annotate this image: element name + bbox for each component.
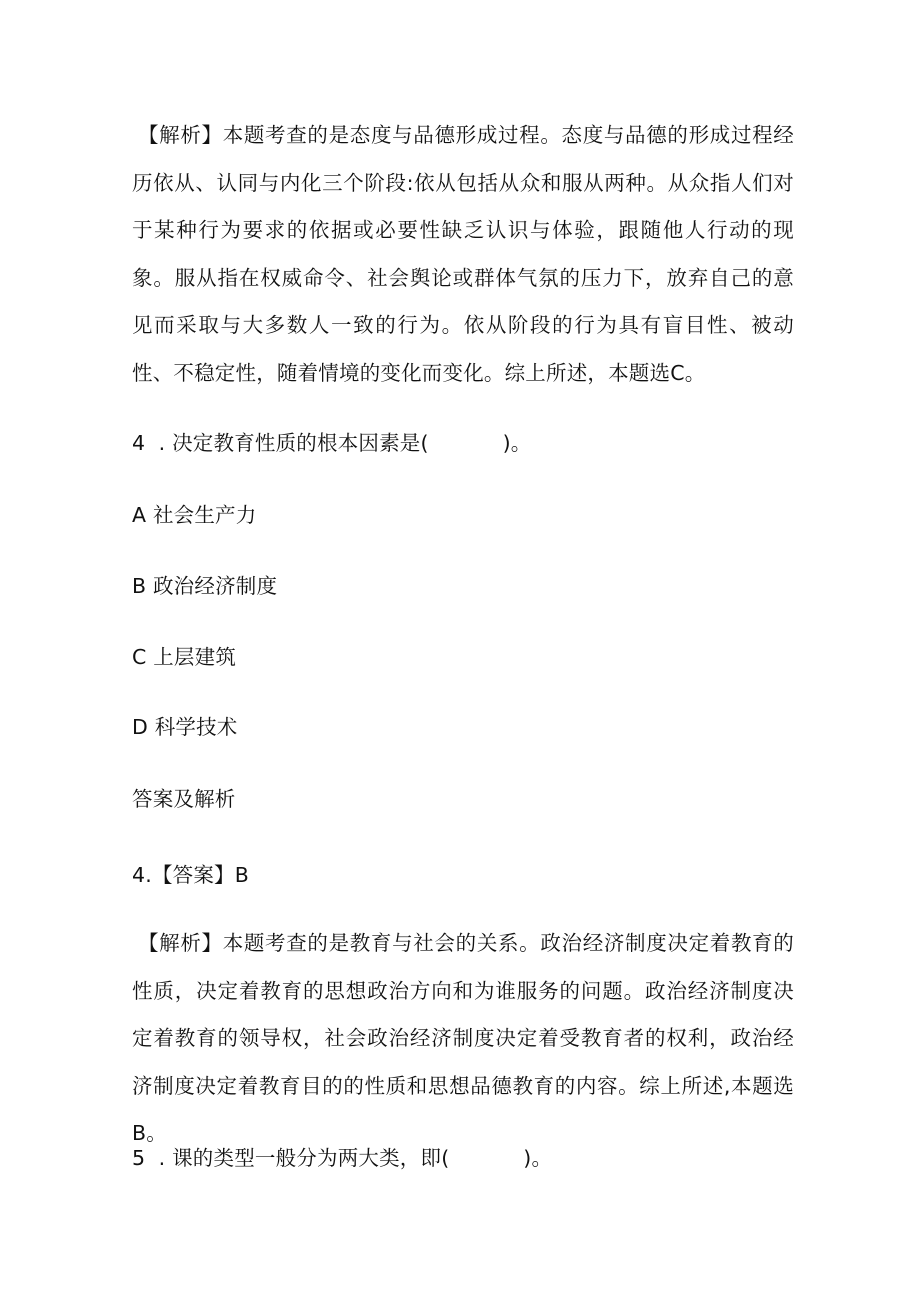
question-4-option-a: A 社会生产力 (132, 503, 257, 527)
question-4-stem: 4 . 决定教育性质的根本因素是( )。 (132, 431, 532, 455)
question-4-answer: 4.【答案】B (132, 863, 250, 887)
question-4-option-c: C 上层建筑 (132, 645, 237, 669)
question-5-stem: 5 . 课的类型一般分为两大类，即( )。 (132, 1146, 553, 1170)
question-4-option-b: B 政治经济制度 (132, 574, 278, 598)
question-4-option-d: D 科学技术 (132, 715, 238, 739)
explanation-paragraph-q3: 【解析】本题考查的是态度与品德形成过程。态度与品德的形成过程经历依从、认同与内化三个阶段:依从包括从众和服从两种。从众指人们对于某种行为要求的依据或必要性缺乏认识与体验，跟随他人行动的现象。服从指在权威命令、社会舆论或群体气氛的压力下，放弃自己的意见而采取与大多数人一致的行为。依从阶段的行为具有盲目性、被动性、不稳定性，随着情境的变化而变化。综上所述，本题选C。 (132, 123, 794, 385)
answer-heading: 答案及解析 (132, 787, 236, 811)
explanation-paragraph-q4: 【解析】本题考查的是教育与社会的关系。政治经济制度决定着教育的性质，决定着教育的思想政治方向和为谁服务的问题。政治经济制度决定着教育的领导权，社会政治经济制度决定着受教育者的权利，政治经济制度决定着教育目的的性质和思想品德教育的内容。综上所述,本题选B。 (132, 931, 794, 1145)
